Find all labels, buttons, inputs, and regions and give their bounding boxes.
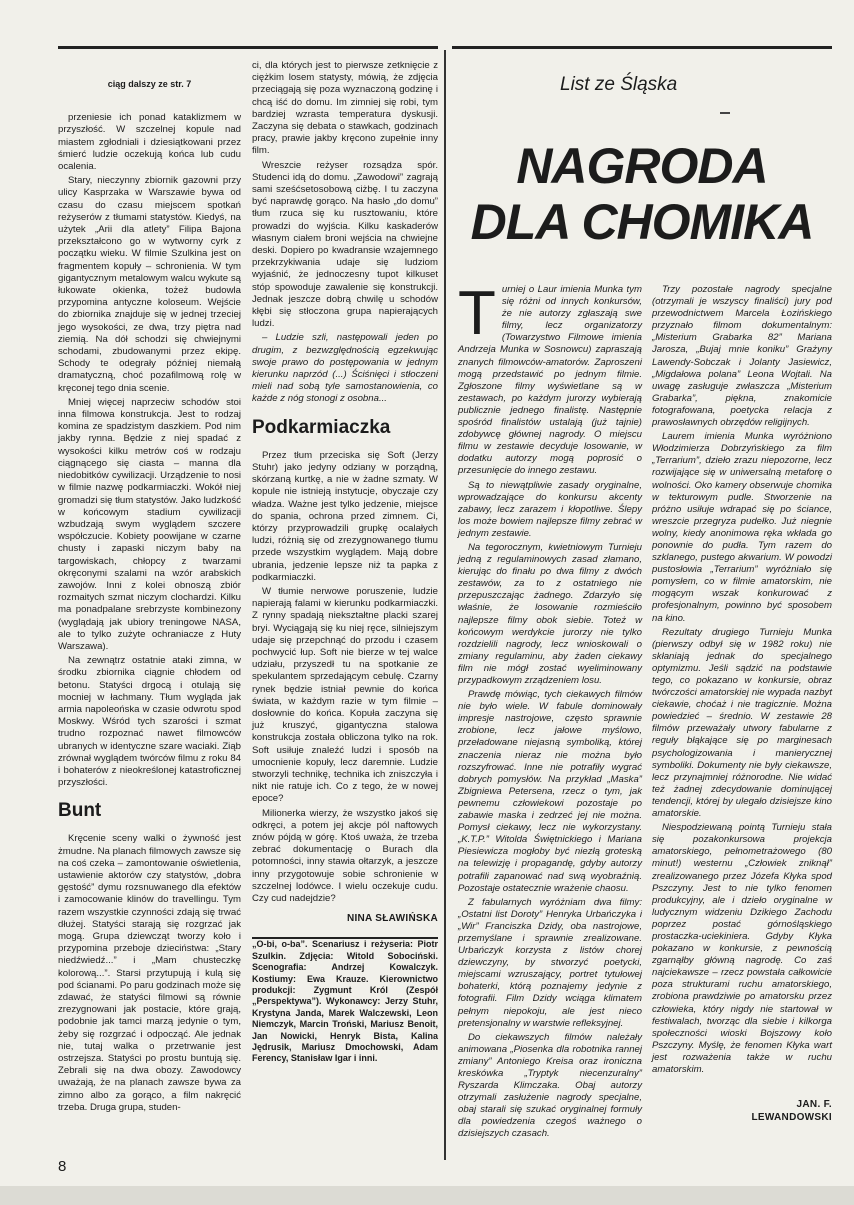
left-column-2 bbox=[252, 60, 438, 1065]
section-title: List ze Śląska bbox=[560, 74, 678, 95]
paragraph: Do ciekawszych filmów należały animowana „Piosenka dla robotnika rannej zmiany” Antoniego Kreisa oraz ironiczna kreskówka „Tryptyk niecenzuralny” Ryszarda Klimczaka. Obaj autorzy otrzymali zasłużenie nagrody specjalne, obaj starali się szukać oryginalnej formuły dla powiedzenia czegoś ważnego o dzisiejszych czasach. bbox=[458, 1031, 642, 1140]
left-column-1 bbox=[58, 60, 241, 1114]
headline-line-2: DLA CHOMIKA bbox=[470, 194, 814, 250]
lead-paragraph bbox=[458, 279, 642, 478]
page-number: 8 bbox=[58, 1158, 67, 1175]
paragraph: Rezultaty drugiego Turnieju Munka (pierwszy odbył się w 1982 roku) nie skłaniają jednak do specjalnego optymizmu. Jeśli sądzić na podstawie tego, co pokazano w konkursie, obraz twórczości amatorskiej nie wypada nazbyt ciekawie, choćaż i nie tragicznie. Można powiedzieć – średnio. W zestawie 28 filmów przeważały utwory fabularne z reguły błąkające się po marginesach psychologizowania i manierycznej symboliki. Dokumenty nie były ciekawsze, lecz przynajmniej różnorodne. Nie widać też żadnej zdecydowanie dominującej tendencji, której by ulegało dzisiejsze kino amatorskie. bbox=[652, 626, 832, 820]
paragraph: Z fabularnych wyróżniam dwa filmy: „Ostatni list Doroty” Henryka Urbańczyka i „Wir” Franciszka Dzidy, oba nastrojowe, przemyślane i sprawnie zrealizowane. Urbańczyk korzysta z listów chorej dziewczyny, by stworzyć poetycki, miejscami wzruszający, portret tytułowej bohaterki, którą poznajemy jedynie z fotografii. Film Dzidy wciąga klimatem pełnym niepokoju, ale jest nieco pretensjonalny w warstwie refleksyjnej. bbox=[458, 896, 642, 1029]
signature-line-2: LEWANDOWSKI bbox=[751, 1112, 832, 1123]
lead-text: urniej o Laur imienia Munka tym się różni od innych konkursów, że nie autorzy zgłaszają swe filmy, lecz organizatorzy (Towarzystwo Filmowe imienia Andrzeja Munka w Sosnowcu) zapraszają znanych filmowców-amatorów. Zaproszeni mogą przedstawić po jednym filmie. Zgłoszone filmy wyświetlane są w zestawach, po każdym jurorzy wybierają publicznie jednego finalistę. Następnie spośród finalistów ustalają (już tajnie) zdobywcę głównej nagrody. O miejscu filmu w zestawie decyduje losowanie, w dodatku autorzy mogą poprosić o przesunięcie do innego zestawu. bbox=[458, 284, 642, 477]
continuation-note: ciąg dalszy ze str. 7 bbox=[107, 79, 192, 89]
subhead-bunt: Bunt bbox=[58, 800, 102, 822]
paragraph: przeniesie ich ponad kataklizmem w przyszłość. W szczelnej kopule nad miastem zgłodniali i dziesiątkowani przez śmierć ludzie oczekują końca lub cudu ocalenia. bbox=[58, 112, 241, 173]
paragraph: Na zewnątrz ostatnie ataki zimna, w środku zbiornika ciągnie chłodem od betonu. Statyści drgocą i otulają się mocniej w łachmany. Tłum wygląda jak armia napoleońska w czasie odwrotu spod Moskwy. Wśród tych szarości i szmat trudno rozpoznać nawet filmowców ubranych w identyczne szare waciaki. Ziąb zrównał wyglądem twórców filmu z roku 84 i bohaterów z nieokreślonej katastroficznej przyszłości. bbox=[58, 655, 241, 789]
paragraph: Przez tłum przeciska się Soft (Jerzy Stuhr) jako jedyny odziany w porządną, skórzaną kurtkę, a nie w żadne szmaty. W kopule nie istnieją instytucje, obyczaje czy władza. Ważne jest tylko jedzenie, miejsce do spania, ochrona przed zimnem. Ci, którzy przyprowadzili grupkę ocalałych ludzi, różnią się od zrezygnowanego tłumu przede wszystkim wyglądem. Mają dobre ubrania, jedzenie lepsze niż ta papka z podkarmiaczki. bbox=[252, 449, 438, 583]
drop-cap: T bbox=[458, 279, 496, 348]
right-top-rule bbox=[452, 46, 832, 49]
signature-line-1: JAN. F. bbox=[796, 1099, 832, 1110]
subhead-podkarmiaczka: Podkarmiaczka bbox=[252, 416, 391, 438]
author-signature: NINA SŁAWIŃSKA bbox=[346, 913, 438, 925]
paragraph: Milionerka wierzy, że wszystko jakoś się odkręci, a potem jej akcje pól naftowych znów pójdą w górę. Ktoś uważa, że trzeba zebrać dokumentację o Burach dla potomności, inny stawia ołtarzyk, a jeszcze inny przygotowuje sobie schronienie w szczelnej lodówce. I wielu oczekuje cudu. Czy cud nadejdzie? bbox=[252, 807, 438, 904]
paragraph: Niespodziewaną pointą Turnieju stała się pozakonkursowa projekcja amatorskiego, pełnometrażowego (80 minut!) westernu „Człowiek zniknął” zrealizowanego przez Józefa Kłyka spod Pszczyny. Jest to nie tylko fenomen produkcyjny, ale i dzieło oryginalne w ludycznym widzeniu Dzikiego Zachodu poprzez postać górnośląskiego prostaczka-uciekiniera. Gdyby Kłyka pokazano w konkursie, z pewnością zgarnąłby główną nagrodę. Co zaś najciekawsze – rzecz powstała całkowicie poza strukturami ruchu amatorskiego, zrobiona prawdziwie po amatorsku przez człowieka, który nigdy nie startował w festiwalach, tworząc dla siebie i kilkorga społeczności wioski Bojszowy koło Pszczyny. Myślę, że fenomen Kłyka wart jest rozważenia także w ruchu amatorskim. bbox=[652, 822, 832, 1075]
paragraph: Stary, nieczynny zbiornik gazowni przy ulicy Kasprzaka w Warszawie bywa od czasu do czasu miejscem spotkań reżyserów z tłumami statystów. Kiedyś, na użytek „Arii dla atlety” Filipa Bajona przekształcono go w wytworny cyrk z początku wieku. W filmie Szulkina jest on fragmentem kopuły – schronienia. W tym gigantycznym metalowym walcu wykute są łukowate okienka, tożeż budowla przypomina antyczne koloseum. Wejście do zbiornika znajduje się w jednej trzeciej jego wysokości, ze dwa, trzy piętra nad ziemią. Na dół schodzi się chwiejnymi schodami, zbudowanymi przez ekipę. Schody te odegrały później niemałą dramatyczną, choć pozafilmową rolę w kręconej tego dnia scenie. bbox=[58, 175, 241, 394]
paragraph: Wreszcie reżyser rozsądza spór. Studenci idą do domu. „Zawodowi” zagrają sami sześćsetosobową ciżbę. I tu zaczyna być naprawdę gorąco. Na hasło „do domu” tłum rzuca się ku rusztowaniu, które prowadzi do wyjścia. Kilku kaskaderów własnym ciałem broni wejścia na chwiejne deski. Dopiero po kwadransie wzajemnego przekrzykiwania udaje się ludziom wyjaśnić, że jednoczesny tupot kilkuset stóp spowoduje zawalenie się konstrukcji. Jednak jeszcze dobrą chwilę u schodów kłębi się stłoczona grupa napierających ludzi. bbox=[252, 159, 438, 330]
paragraph: Mniej więcej naprzeciw schodów stoi inna filmowa konstrukcja. Jest to rodzaj komina ze spadzistym daszkiem. Pod nim jakby rynna. Będzie z niej spadać z wysokości kilku metrów coś w rodzaju ciągnącego się ciasta – manna dla niedobitków cywilizacji. Urządzenie to nosi w filmie nazwę podkarmiaczki. Wokół niej gromadzi się tłum statystów. Jako ludzkość w końcowym stadium cywilizacji wzbudzają swym wyglądem szczere współczucie. Kobiety poowijane w czarne chusty i zapaski niczym baby na targowiskach, chłopcy z twarzami okręconymi szalami na wzór arabskich zawojów. Inni z kolei obnoszą zbiór rozmaitych szmat niczym clochardzi. Kilku ma ponadpalane srebrzyste kombinezony (wyglądają jak ubiory treningowe NASA, ale to tylko zużyte ochraniacze z Huty Warszawa). bbox=[58, 396, 241, 652]
paragraph: W tłumie nerwowe poruszenie, ludzie napierają falami w kierunku podkarmiaczki. Z rynny spadają niekształtne placki szarej bryi. Wyciągają się ku niej ręce, silniejszym udaje się przepchnąć do przodu i czasem pochwycić łup. Soft nie bierze w tej walce udziału, przyszedł tu na spotkanie ze spekulantem sprzedającym cebulę. Czarny rynek będzie istniał pewnie do końca świata, w każdym razie w tym filmie – dosłownie do końca. Kopuła zaczyna się już kruszyć, gigantyczna stalowa konstrukcja została obliczona tylko na rok. Soft usiłuje znaleźć ludzi i sposób na umocnienie kopuły, lecz daremnie. Ludzie stworzyli technikę, technika ich zniszczyła i nikt nie ratuje ich. Co z tego, że w nowej epoce? bbox=[252, 585, 438, 805]
right-column-1 bbox=[458, 279, 642, 1141]
film-credits: „O-bi, o-ba”. Scenariusz i reżyseria: Piotr Szulkin. Zdjęcia: Witold Sobociński. Scenografia: Andrzej Kowalczyk. Kostiumy: Ewa Krauze. Kierownictwo produkcji: Zygmunt Król (Zespół „Perspektywa”). Wykonawcy: Jerzy Stuhr, Krystyna Janda, Marek Walczewski, Leon Niemczyk, Marcin Troński, Mariusz Benoit, Jan Nowicki, Henryk Bista, Kalina Jędrusik, Mariusz Dmochowski, Adam Ferency, Stanisław Igar i inni. bbox=[252, 939, 438, 1064]
column-divider bbox=[444, 50, 446, 1160]
page-bottom-edge bbox=[0, 1186, 854, 1205]
paragraph: Są to niewątpliwie zasady oryginalne, wprowadzające do konkursu akcenty zabawy, lecz zarazem i kłopotliwe. Ślepy los może bowiem najlepsze filmy zebrać w jednym zestawie. bbox=[458, 479, 642, 539]
decorative-dash bbox=[720, 112, 730, 114]
paragraph: ci, dla których jest to pierwsze zetknięcie z ciężkim losem statysty, mówią, że zdjęcia przeciągają się poza wyznaczoną godzinę i chcą iść do domu. Im zimniej się robi, tym bardziej wzrasta temperatura dyskusji. Zaczyna się debata o stawkach, godzinach pracy, prawie jakby kręcono zupełnie inny film. bbox=[252, 60, 438, 157]
headline-line-1: NAGRODA bbox=[516, 138, 768, 194]
paragraph: Trzy pozostałe nagrody specjalne (otrzymali je wszyscy finaliści) jury pod przewodnictwem Marcela Łozińskiego przyznało filmom dokumentalnym: „Misterium Grabarka 82” Mariana Jarosza, „Bujaj mnie koniku” Grażyny Lawendy-Sobczak i Jolanty Jasiewicz, „Migdałowa polana” Leona Wojtali. Na uwagę zasługuje zwłaszcza „Misterium Grabarka”, piękna, znakomicie fotografowana, poetycka relacja z prawosławnych obrzędów religijnych. bbox=[652, 284, 832, 429]
author-signature-right bbox=[652, 1098, 832, 1124]
quote-paragraph: – Ludzie szli, następowali jeden po drugim, z bezwzględnością egzekwując swoje prawo do postępowania w jednym kierunku naprzód (...) Ściśnięci i stłoczeni mieli nad sobą tyle samostanowienia, co każde z nóg stonogi z osobna... bbox=[252, 332, 438, 405]
right-column-2 bbox=[652, 284, 832, 1076]
paragraph: Laurem imienia Munka wyróżniono Włodzimierza Dobrzyńskiego za film „Terrarium”, dzieło zrazu niepozorne, lecz rozwijające się w uniwersalną metaforę o wolności. Oko kamery obserwuje chomika w tekturowym pudle. Stworzenie na próżno usiłuje wdrapać się po ściance, wreszcie przegryza pudełko. Już niegnie wolny, kiedy anonimowa ręka wkłada go ponownie do pudła. Tym razem do szklanego, pustego akwarium. W powodzi pustosłowia „Terrarium” wyróżniało się pomysłem, co w filmie amatorskim, nie mogącym wszak konkurować z profesjonalnym, powinno być sposobem na kino. bbox=[652, 431, 832, 624]
paragraph: Na tegorocznym, kwietniowym Turnieju jedną z regulaminowych zasad złamano, kierując do finału po dwa filmy z dwóch zestawów, za to z ostatniego nie przepuszczając żadnego. Zdarzyło się właśnie, że losowanie rozmieściło najlepsze filmy obok siebie. Toteż w końcowym werdykcie jurorzy nie tylko rozdzielili nagrody, lecz wnioskowali o zmiany regulaminu, aby żaden ciekawy film nie mógł zostać wyeliminowany przypadkowym zrządzeniem losu. bbox=[458, 541, 642, 686]
paragraph: Prawdę mówiąc, tych ciekawych filmów nie było wiele. W fabule dominowały impresje nastrojowe, często sprawnie zrobione, lecz jałowe myślowo, przeładowane niejasną symboliką, której znaczenia nieraz nie można było rozszyfrować. Inne nie potrafiły wygrać dobrych pomysłów. Na przykład „Maska” Zbigniewa Petersena, rzecz o tym, jak pewnemu człowiekowi pozostaje po zabawie maska i zedrzeć jej nie można. Pomysł ciekawy, lecz nie wykorzystany. „K.T.P.” Witolda Świętnickiego i Mariana Piesiewicza mogłoby być niezłą groteską na telewizję i propagandę, gdyby autorzy potrafili zapanować nad swą wyobraźnią. Pozostaje ostatecznie wrażenie chaosu. bbox=[458, 689, 642, 894]
article-headline bbox=[452, 138, 832, 250]
left-top-rule bbox=[58, 46, 438, 49]
paragraph: Kręcenie sceny walki o żywność jest żmudne. Na planach filmowych zawsze się na coś czeka – zamontowanie oświetlenia, ustawienie aktorów czy statystów, „dobra gęstość” dymu rozsnuwanego dla efektów i zamocowanie klinów do travellingu. Tym razem wszystkie czynności zdają się trwać dłużej. Statyści starają się rozgrzać jak mogą. Grupa dziewcząt tworzy koło i przypomina przeboje dzieciństwa: „Stary niedźwiedź...” i „Mam chusteczkę kolorową...”. Starsi przytupują i kulą się pod ścianami. Po paru godzinach może się zdawać, że statyści filmowi są równie zrezygnowani jak postacie, które grają, podobnie jak tamci marzą jedynie o tym, żeby się rozgrzać i odpocząć. Ale jednak nie, tutaj walka o przetrwanie jest ostrzejsza. Statyści po prostu buntują się. Zebrali się na dwa obozy. Zawodowcy uważają, że na planach zawsze bywa za zimno albo za gorąco, a film nakręcić trzeba. Druga grupa, studen- bbox=[58, 833, 241, 1113]
